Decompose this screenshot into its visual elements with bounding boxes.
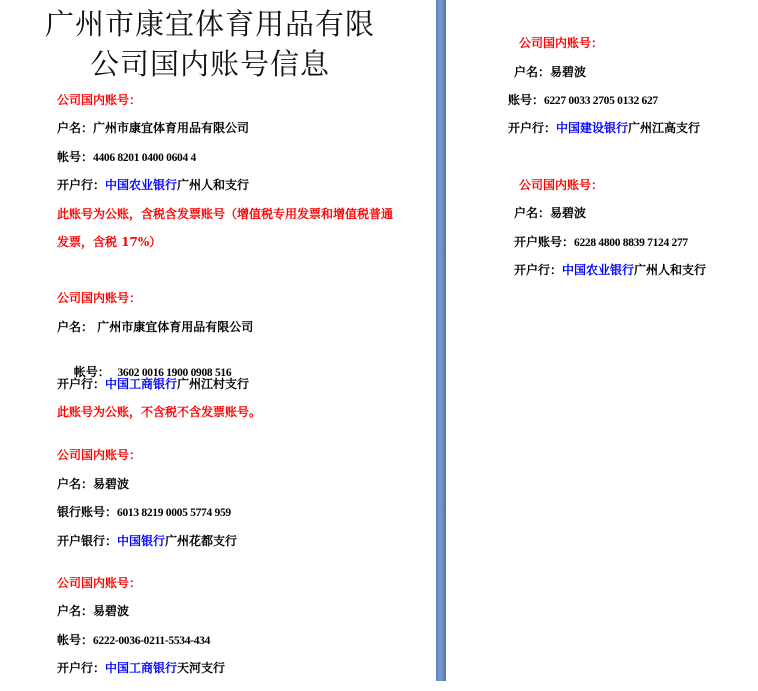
account-value: 6013 8219 0005 5774 959 [117, 507, 231, 519]
name-value: 易碧波 [93, 604, 130, 618]
name-label: 户名： [57, 477, 94, 491]
account-note-line-1: 此账号为公账，含税含发票账号（增值税专用发票和增值税普通 [57, 207, 394, 221]
bank-name: 中国工商银行 [105, 377, 178, 391]
bank-name: 中国农业银行 [562, 263, 635, 277]
account-heading: 公司国内账号： [57, 291, 142, 305]
account-label: 帐号： [73, 365, 110, 379]
account-number-row [514, 234, 688, 251]
bank-branch: 广州人和支行 [634, 263, 707, 277]
bank-row [57, 660, 225, 676]
bank-branch: 广州江高支行 [628, 121, 701, 135]
bank-branch: 广州江村支行 [177, 377, 250, 391]
name-value: 广州市康宜体育用品有限公司 [93, 121, 250, 135]
account-value: 6227 0033 2705 0132 627 [544, 95, 658, 107]
account-note-line-2: 发票，含税 17%） [57, 235, 162, 249]
bank-label: 开户行： [57, 377, 106, 391]
bank-label: 开户行： [57, 661, 106, 675]
name-label: 户名： [514, 65, 551, 79]
bank-name: 中国工商银行 [105, 661, 178, 675]
bank-branch: 广州人和支行 [177, 178, 250, 192]
bank-name: 中国银行 [117, 534, 166, 548]
account-label: 帐号： [57, 150, 94, 164]
account-value: 4406 8201 0400 0604 4 [93, 152, 196, 164]
account-label: 帐号： [57, 633, 94, 647]
name-value: 易碧波 [550, 65, 587, 79]
bank-label: 开户行： [57, 178, 106, 192]
bank-label: 开户行： [514, 263, 563, 277]
bank-row [57, 533, 237, 549]
account-number-row [508, 92, 658, 109]
title-line-1: 广州市康宜体育用品有限 [44, 7, 375, 41]
account-number-row [57, 632, 210, 649]
name-value: 广州市康宜体育用品有限公司 [93, 320, 254, 334]
page-title [0, 4, 420, 84]
account-value: 6228 4800 8839 7124 277 [574, 237, 688, 249]
bank-row [508, 120, 700, 136]
name-label: 户名： [514, 206, 551, 220]
account-label: 银行账号： [57, 505, 118, 519]
bank-row [514, 262, 706, 278]
bank-label: 开户行： [508, 121, 557, 135]
bank-name: 中国建设银行 [556, 121, 629, 135]
account-value: 3602 0016 1900 0908 516 [109, 367, 232, 379]
bank-row [57, 376, 249, 392]
account-heading: 公司国内账号： [519, 178, 604, 192]
account-heading: 公司国内账号： [519, 36, 604, 50]
account-label: 开户账号： [514, 235, 575, 249]
account-label: 账号： [508, 93, 545, 107]
bank-branch: 广州花都支行 [165, 534, 238, 548]
name-value: 易碧波 [93, 477, 130, 491]
account-heading: 公司国内账号： [57, 93, 142, 107]
account-name-row [514, 205, 586, 221]
account-number-row [57, 149, 196, 166]
account-number-row [57, 504, 231, 521]
title-line-2: 公司国内账号信息 [89, 47, 330, 81]
name-value: 易碧波 [550, 206, 587, 220]
name-label: 户名： [57, 604, 94, 618]
account-note-line-1: 此账号为公账，不含税不含发票账号。 [57, 405, 262, 419]
account-name-row [57, 603, 129, 619]
account-heading: 公司国内账号： [57, 576, 142, 590]
name-label: 户名： [57, 121, 94, 135]
account-name-row [57, 120, 249, 136]
name-label: 户名： [57, 320, 94, 334]
account-name-row [514, 64, 586, 80]
account-heading: 公司国内账号： [57, 448, 142, 462]
bank-label: 开户银行： [57, 534, 118, 548]
account-name-row [57, 319, 253, 335]
bank-name: 中国农业银行 [105, 178, 178, 192]
bank-branch: 天河支行 [177, 661, 226, 675]
account-name-row [57, 476, 129, 492]
account-value: 6222-0036-0211-5534-434 [93, 635, 211, 647]
bank-row [57, 177, 249, 193]
page-divider [436, 0, 446, 681]
